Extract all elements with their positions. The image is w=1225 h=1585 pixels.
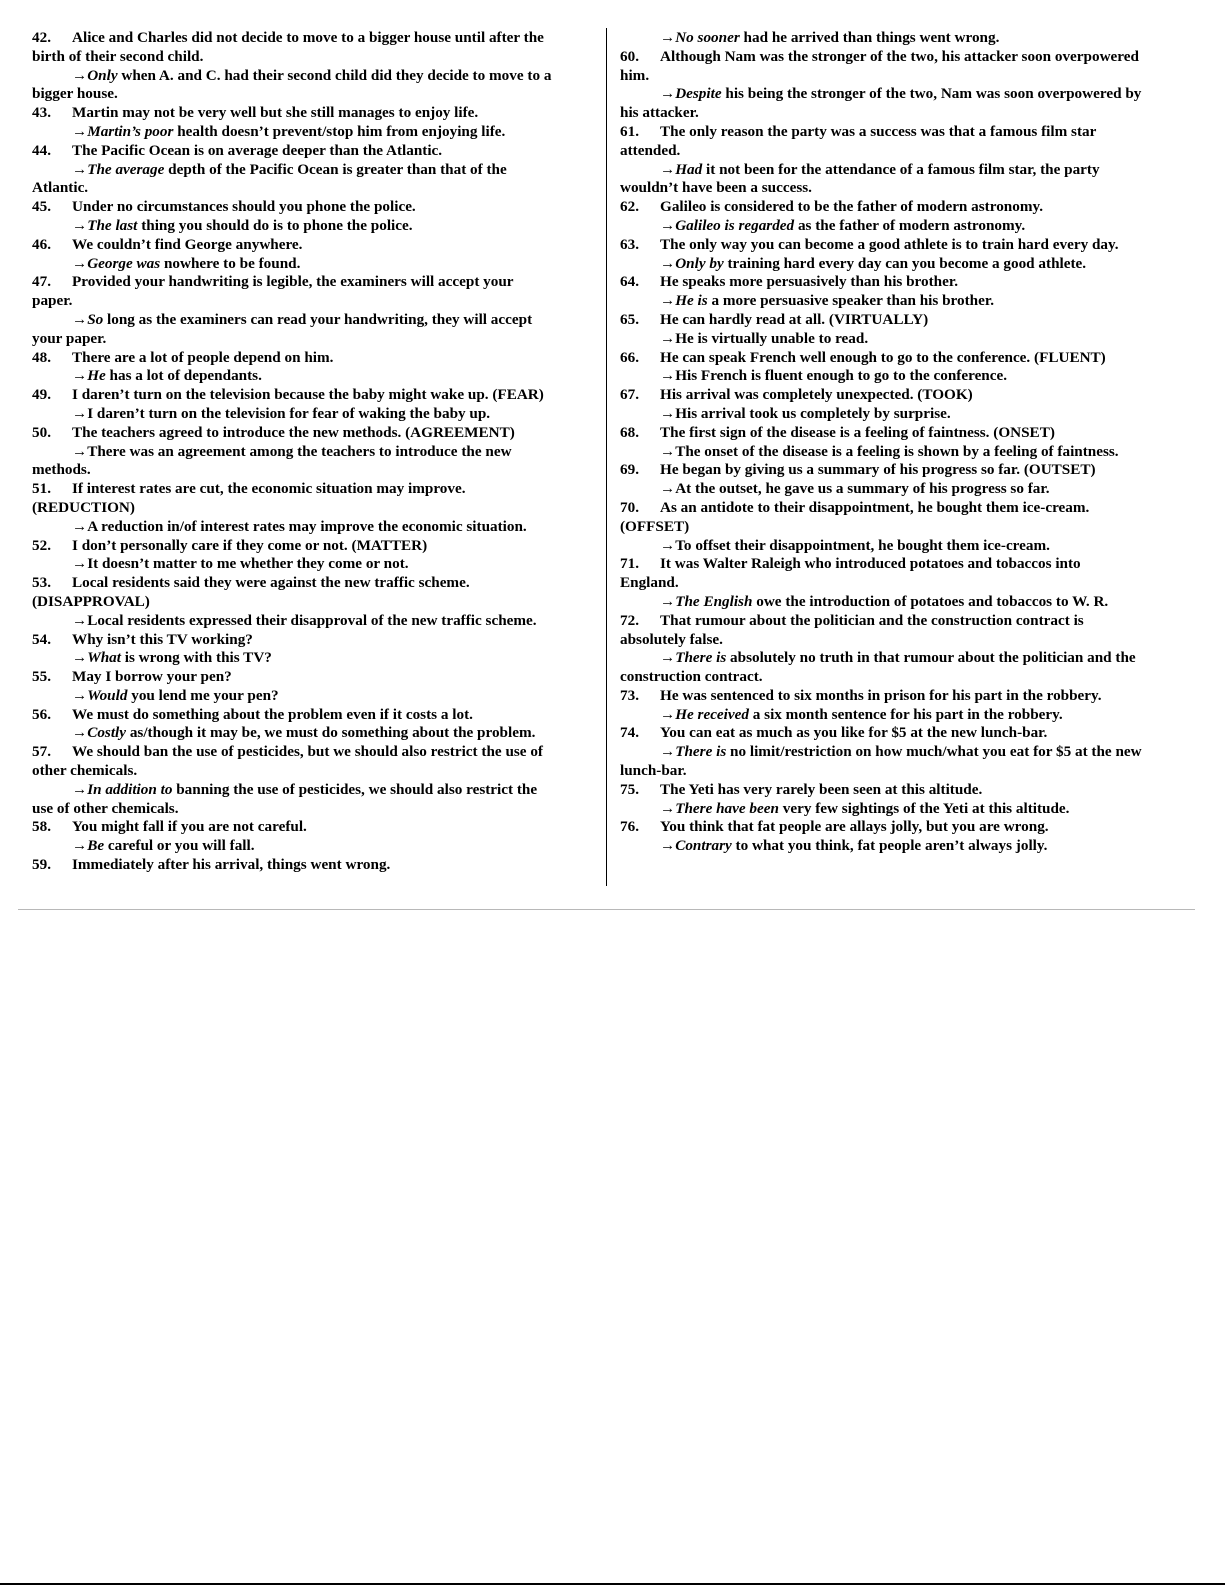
answer-44 <box>32 161 594 180</box>
arrow-icon: → <box>660 649 676 667</box>
answer-70 <box>620 537 1186 556</box>
answer-text: thing you should do is to phone the police. <box>137 216 413 234</box>
answer-text: health doesn’t prevent/stop him from enjoying life. <box>173 122 506 140</box>
answer-47-continuation: your paper. <box>32 329 107 347</box>
answer-keyword: George was <box>87 254 161 272</box>
question-71-continuation: England. <box>620 574 679 592</box>
answer-keyword: What <box>87 649 121 667</box>
answer-keyword: Had <box>675 160 703 178</box>
question-51-continuation: (REDUCTION) <box>32 498 135 516</box>
answer-keyword: Galileo is regarded <box>675 216 795 234</box>
answer-54 <box>32 649 594 668</box>
question-text: We should ban the use of pesticides, but we should also restrict the use of <box>72 743 543 761</box>
answer-keyword: He <box>87 367 106 385</box>
question-55 <box>32 668 594 687</box>
question-54 <box>32 631 594 650</box>
question-text: He speaks more persuasively than his brother. <box>660 273 959 291</box>
question-number: 71. <box>620 555 639 573</box>
arrow-icon: → <box>72 837 88 855</box>
question-text: Martin may not be very well but she still manages to enjoy life. <box>72 104 479 122</box>
question-number: 57. <box>32 743 51 761</box>
arrow-icon: → <box>72 649 88 667</box>
question-48 <box>32 349 594 368</box>
answer-60 <box>620 85 1186 104</box>
answer-keyword: Only by <box>675 254 724 272</box>
question-text: He can speak French well enough to go to the conference. (FLUENT) <box>660 348 1106 366</box>
arrow-icon: → <box>660 367 676 385</box>
question-text: You think that fat people are allays jolly, but you are wrong. <box>660 818 1049 836</box>
answer-48 <box>32 367 594 386</box>
question-47 <box>32 273 594 292</box>
answer-text: absolutely no truth in that rumour about the politician and the <box>726 649 1136 667</box>
question-text: The only way you can become a good athlete is to train hard every day. <box>660 235 1119 253</box>
arrow-icon: → <box>660 592 676 610</box>
answer-62 <box>620 217 1186 236</box>
question-text: The Pacific Ocean is on average deeper than the Atlantic. <box>72 141 443 159</box>
question-number: 42. <box>32 29 51 46</box>
question-text: He began by giving us a summary of his progress so far. (OUTSET) <box>660 461 1096 479</box>
question-50 <box>32 424 594 443</box>
question-57-continuation: other chemicals. <box>32 762 138 780</box>
answer-59 <box>620 29 1186 48</box>
question-number: 59. <box>32 856 51 874</box>
answer-61-continuation: wouldn’t have been a success. <box>620 179 812 197</box>
question-44 <box>32 142 594 161</box>
question-text: We must do something about the problem even if it costs a lot. <box>72 705 473 723</box>
answer-keyword: In addition to <box>87 780 173 798</box>
answer-43 <box>32 123 594 142</box>
question-text: We couldn’t find George anywhere. <box>72 235 303 253</box>
question-63 <box>620 236 1186 255</box>
question-text: The only reason the party was a success was that a famous film star <box>660 122 1097 140</box>
answer-50-continuation: methods. <box>32 461 91 479</box>
answer-47 <box>32 311 594 330</box>
answer-75 <box>620 800 1186 819</box>
answer-text: banning the use of pesticides, we should also restrict the <box>172 780 538 798</box>
question-text: Although Nam was the stronger of the two, his attacker soon overpowered <box>660 47 1139 65</box>
question-61 <box>620 123 1186 142</box>
question-65 <box>620 311 1186 330</box>
arrow-icon: → <box>72 517 88 535</box>
answer-text: There was an agreement among the teachers to introduce the new <box>87 442 512 460</box>
left-column <box>32 29 594 875</box>
arrow-icon: → <box>660 705 676 723</box>
question-text: You might fall if you are not careful. <box>72 818 307 836</box>
answer-text: depth of the Pacific Ocean is greater than that of the <box>164 160 507 178</box>
question-number: 65. <box>620 310 639 328</box>
question-73 <box>620 687 1186 706</box>
arrow-icon: → <box>72 724 88 742</box>
arrow-icon: → <box>660 536 676 554</box>
question-text: Why isn’t this TV working? <box>72 630 253 648</box>
question-number: 56. <box>32 705 51 723</box>
answer-text: His arrival took us completely by surprise. <box>675 404 951 422</box>
answer-57 <box>32 781 594 800</box>
arrow-icon: → <box>72 367 88 385</box>
question-number: 53. <box>32 574 51 592</box>
answer-keyword: Contrary <box>675 837 732 855</box>
answer-text: He is virtually unable to read. <box>675 329 869 347</box>
answer-55 <box>32 687 594 706</box>
answer-text: very few sightings of the Yeti at this altitude. <box>778 799 1070 817</box>
arrow-icon: → <box>72 66 88 84</box>
arrow-icon: → <box>72 254 88 272</box>
arrow-icon: → <box>660 837 676 855</box>
question-text: Under no circumstances should you phone the police. <box>72 198 416 216</box>
question-text: I daren’t turn on the television because the baby might wake up. (FEAR) <box>72 386 544 404</box>
question-number: 54. <box>32 630 51 648</box>
question-text: Immediately after his arrival, things went wrong. <box>72 856 391 874</box>
arrow-icon: → <box>72 555 88 573</box>
question-text: It was Walter Raleigh who introduced potatoes and tobaccos into <box>660 555 1081 573</box>
answer-text: To offset their disappointment, he bought them ice-cream. <box>675 536 1050 554</box>
arrow-icon: → <box>72 160 88 178</box>
question-text: The first sign of the disease is a feeling of faintness. (ONSET) <box>660 423 1055 441</box>
question-64 <box>620 273 1186 292</box>
question-text: You can eat as much as you like for $5 at the new lunch-bar. <box>660 724 1048 742</box>
arrow-icon: → <box>660 85 676 103</box>
question-text: If interest rates are cut, the economic situation may improve. <box>72 480 466 498</box>
answer-text: has a lot of dependants. <box>105 367 262 385</box>
arrow-icon: → <box>72 404 88 422</box>
question-text: His arrival was completely unexpected. (TOOK) <box>660 386 973 404</box>
answer-42-continuation: bigger house. <box>32 85 118 103</box>
question-56 <box>32 706 594 725</box>
question-number: 43. <box>32 104 51 122</box>
arrow-icon: → <box>660 404 676 422</box>
arrow-icon: → <box>72 686 88 704</box>
arrow-icon: → <box>660 480 676 498</box>
arrow-icon: → <box>72 216 88 234</box>
question-number: 62. <box>620 198 639 216</box>
answer-text: It doesn’t matter to me whether they come or not. <box>87 555 409 573</box>
question-42-continuation: birth of their second child. <box>32 47 204 65</box>
question-60 <box>620 48 1186 67</box>
question-74 <box>620 724 1186 743</box>
question-46 <box>32 236 594 255</box>
question-52 <box>32 537 594 556</box>
answer-keyword: He received <box>675 705 749 723</box>
arrow-icon: → <box>660 254 676 272</box>
question-68 <box>620 424 1186 443</box>
arrow-icon: → <box>660 799 676 817</box>
answer-text: no limit/restriction on how much/what you eat for $5 at the new <box>726 743 1142 761</box>
question-text: Local residents said they were against the new traffic scheme. <box>72 574 470 592</box>
question-number: 47. <box>32 273 51 291</box>
question-number: 68. <box>620 423 639 441</box>
question-51 <box>32 480 594 499</box>
answer-keyword: Be <box>87 837 105 855</box>
answer-keyword: There have been <box>675 799 779 817</box>
answer-text: as the father of modern astronomy. <box>794 216 1026 234</box>
answer-56 <box>32 724 594 743</box>
answer-51 <box>32 518 594 537</box>
answer-73 <box>620 706 1186 725</box>
answer-text: a six month sentence for his part in the robbery. <box>748 705 1063 723</box>
answer-45 <box>32 217 594 236</box>
answer-text: owe the introduction of potatoes and tobaccos to W. R. <box>752 592 1109 610</box>
answer-63 <box>620 255 1186 274</box>
answer-64 <box>620 292 1186 311</box>
answer-text: nowhere to be found. <box>160 254 301 272</box>
answer-text: A reduction in/of interest rates may improve the economic situation. <box>87 517 527 535</box>
answer-53 <box>32 612 594 631</box>
answer-68 <box>620 443 1186 462</box>
answer-text: careful or you will fall. <box>104 837 255 855</box>
answer-keyword: He is <box>675 292 708 310</box>
question-text: I don’t personally care if they come or not. (MATTER) <box>72 536 428 554</box>
question-number: 55. <box>32 668 51 686</box>
answer-text: At the outset, he gave us a summary of his progress so far. <box>675 480 1050 498</box>
answer-text: His French is fluent enough to go to the conference. <box>675 367 1008 385</box>
question-number: 58. <box>32 818 51 836</box>
answer-71 <box>620 593 1186 612</box>
answer-keyword: Would <box>87 686 128 704</box>
arrow-icon: → <box>660 29 676 46</box>
answer-text: as/though it may be, we must do something about the problem. <box>126 724 536 742</box>
question-number: 70. <box>620 498 639 516</box>
question-72 <box>620 612 1186 631</box>
question-number: 63. <box>620 235 639 253</box>
arrow-icon: → <box>660 743 676 761</box>
question-number: 50. <box>32 423 51 441</box>
section-separator <box>18 909 1195 910</box>
arrow-icon: → <box>72 780 88 798</box>
answer-text: is wrong with this TV? <box>120 649 272 667</box>
question-76 <box>620 818 1186 837</box>
question-57 <box>32 743 594 762</box>
question-59 <box>32 856 594 875</box>
answer-52 <box>32 555 594 574</box>
question-number: 51. <box>32 480 51 498</box>
question-69 <box>620 461 1186 480</box>
question-number: 44. <box>32 141 51 159</box>
question-number: 75. <box>620 780 639 798</box>
answer-keyword: Despite <box>675 85 722 103</box>
answer-67 <box>620 405 1186 424</box>
answer-keyword: The English <box>675 592 753 610</box>
question-number: 64. <box>620 273 639 291</box>
question-number: 66. <box>620 348 639 366</box>
answer-50 <box>32 443 594 462</box>
question-60-continuation: him. <box>620 66 650 84</box>
answer-74 <box>620 743 1186 762</box>
arrow-icon: → <box>660 292 676 310</box>
right-column <box>620 29 1186 856</box>
question-text: He can hardly read at all. (VIRTUALLY) <box>660 310 929 328</box>
question-text: Galileo is considered to be the father of modern astronomy. <box>660 198 1044 216</box>
answer-keyword: Martin’s poor <box>87 122 174 140</box>
question-number: 60. <box>620 47 639 65</box>
answer-text: it not been for the attendance of a famous film star, the party <box>702 160 1100 178</box>
answer-text: training hard every day can you become a good athlete. <box>723 254 1087 272</box>
question-70-continuation: (OFFSET) <box>620 517 690 535</box>
answer-46 <box>32 255 594 274</box>
answer-text: a more persuasive speaker than his brother. <box>707 292 995 310</box>
answer-keyword: The last <box>87 216 138 234</box>
question-number: 49. <box>32 386 51 404</box>
question-text: That rumour about the politician and the construction contract is <box>660 611 1084 629</box>
question-text: He was sentenced to six months in prison for his part in the robbery. <box>660 686 1102 704</box>
question-text: There are a lot of people depend on him. <box>72 348 334 366</box>
question-number: 46. <box>32 235 51 253</box>
question-number: 52. <box>32 536 51 554</box>
answer-58 <box>32 837 594 856</box>
question-53-continuation: (DISAPPROVAL) <box>32 592 150 610</box>
question-number: 74. <box>620 724 639 742</box>
question-text: The teachers agreed to introduce the new methods. (AGREEMENT) <box>72 423 515 441</box>
answer-keyword: Costly <box>87 724 127 742</box>
arrow-icon: → <box>660 160 676 178</box>
answer-text: I daren’t turn on the television for fear of waking the baby up. <box>87 404 491 422</box>
question-number: 67. <box>620 386 639 404</box>
question-number: 45. <box>32 198 51 216</box>
arrow-icon: → <box>72 122 88 140</box>
question-58 <box>32 818 594 837</box>
answer-72-continuation: construction contract. <box>620 668 763 686</box>
arrow-icon: → <box>660 329 676 347</box>
answer-keyword: The average <box>87 160 165 178</box>
answer-keyword: There is <box>675 743 727 761</box>
column-divider <box>606 28 607 886</box>
question-66 <box>620 349 1186 368</box>
question-70 <box>620 499 1186 518</box>
answer-66 <box>620 367 1186 386</box>
arrow-icon: → <box>72 310 88 328</box>
question-text: Alice and Charles did not decide to move to a bigger house until after the <box>72 29 544 46</box>
answer-57-continuation: use of other chemicals. <box>32 799 179 817</box>
question-75 <box>620 781 1186 800</box>
answer-keyword: No sooner <box>675 29 740 46</box>
answer-text: The onset of the disease is a feeling is shown by a feeling of faintness. <box>675 442 1119 460</box>
question-number: 69. <box>620 461 639 479</box>
answer-72 <box>620 649 1186 668</box>
question-45 <box>32 198 594 217</box>
answer-keyword: So <box>87 310 104 328</box>
answer-text: when A. and C. had their second child did they decide to move to a <box>117 66 552 84</box>
answer-text: to what you think, fat people aren’t always jolly. <box>731 837 1048 855</box>
question-71 <box>620 555 1186 574</box>
question-text: May I borrow your pen? <box>72 668 232 686</box>
question-49 <box>32 386 594 405</box>
answer-49 <box>32 405 594 424</box>
arrow-icon: → <box>660 442 676 460</box>
answer-text: his being the stronger of the two, Nam was soon overpowered by <box>721 85 1142 103</box>
answer-text: long as the examiners can read your handwriting, they will accept <box>103 310 533 328</box>
answer-text: Local residents expressed their disapproval of the new traffic scheme. <box>87 611 537 629</box>
question-42 <box>32 29 594 48</box>
question-47-continuation: paper. <box>32 292 73 310</box>
answer-42 <box>32 67 594 86</box>
question-72-continuation: absolutely false. <box>620 630 723 648</box>
question-text: Provided your handwriting is legible, the examiners will accept your <box>72 273 514 291</box>
question-text: The Yeti has very rarely been seen at this altitude. <box>660 780 983 798</box>
answer-text: you lend me your pen? <box>127 686 279 704</box>
answer-44-continuation: Atlantic. <box>32 179 89 197</box>
answer-keyword: There is <box>675 649 727 667</box>
arrow-icon: → <box>660 216 676 234</box>
answer-keyword: Only <box>87 66 118 84</box>
question-number: 72. <box>620 611 639 629</box>
question-62 <box>620 198 1186 217</box>
question-53 <box>32 574 594 593</box>
answer-69 <box>620 480 1186 499</box>
answer-text: had he arrived than things went wrong. <box>739 29 1000 46</box>
answer-61 <box>620 161 1186 180</box>
answer-74-continuation: lunch-bar. <box>620 762 687 780</box>
answer-76 <box>620 837 1186 856</box>
arrow-icon: → <box>72 442 88 460</box>
question-number: 76. <box>620 818 639 836</box>
question-43 <box>32 104 594 123</box>
answer-65 <box>620 330 1186 349</box>
question-number: 48. <box>32 348 51 366</box>
arrow-icon: → <box>72 611 88 629</box>
question-61-continuation: attended. <box>620 141 681 159</box>
question-number: 73. <box>620 686 639 704</box>
question-67 <box>620 386 1186 405</box>
question-text: As an antidote to their disappointment, he bought them ice-cream. <box>660 498 1090 516</box>
answer-60-continuation: his attacker. <box>620 104 699 122</box>
question-number: 61. <box>620 122 639 140</box>
